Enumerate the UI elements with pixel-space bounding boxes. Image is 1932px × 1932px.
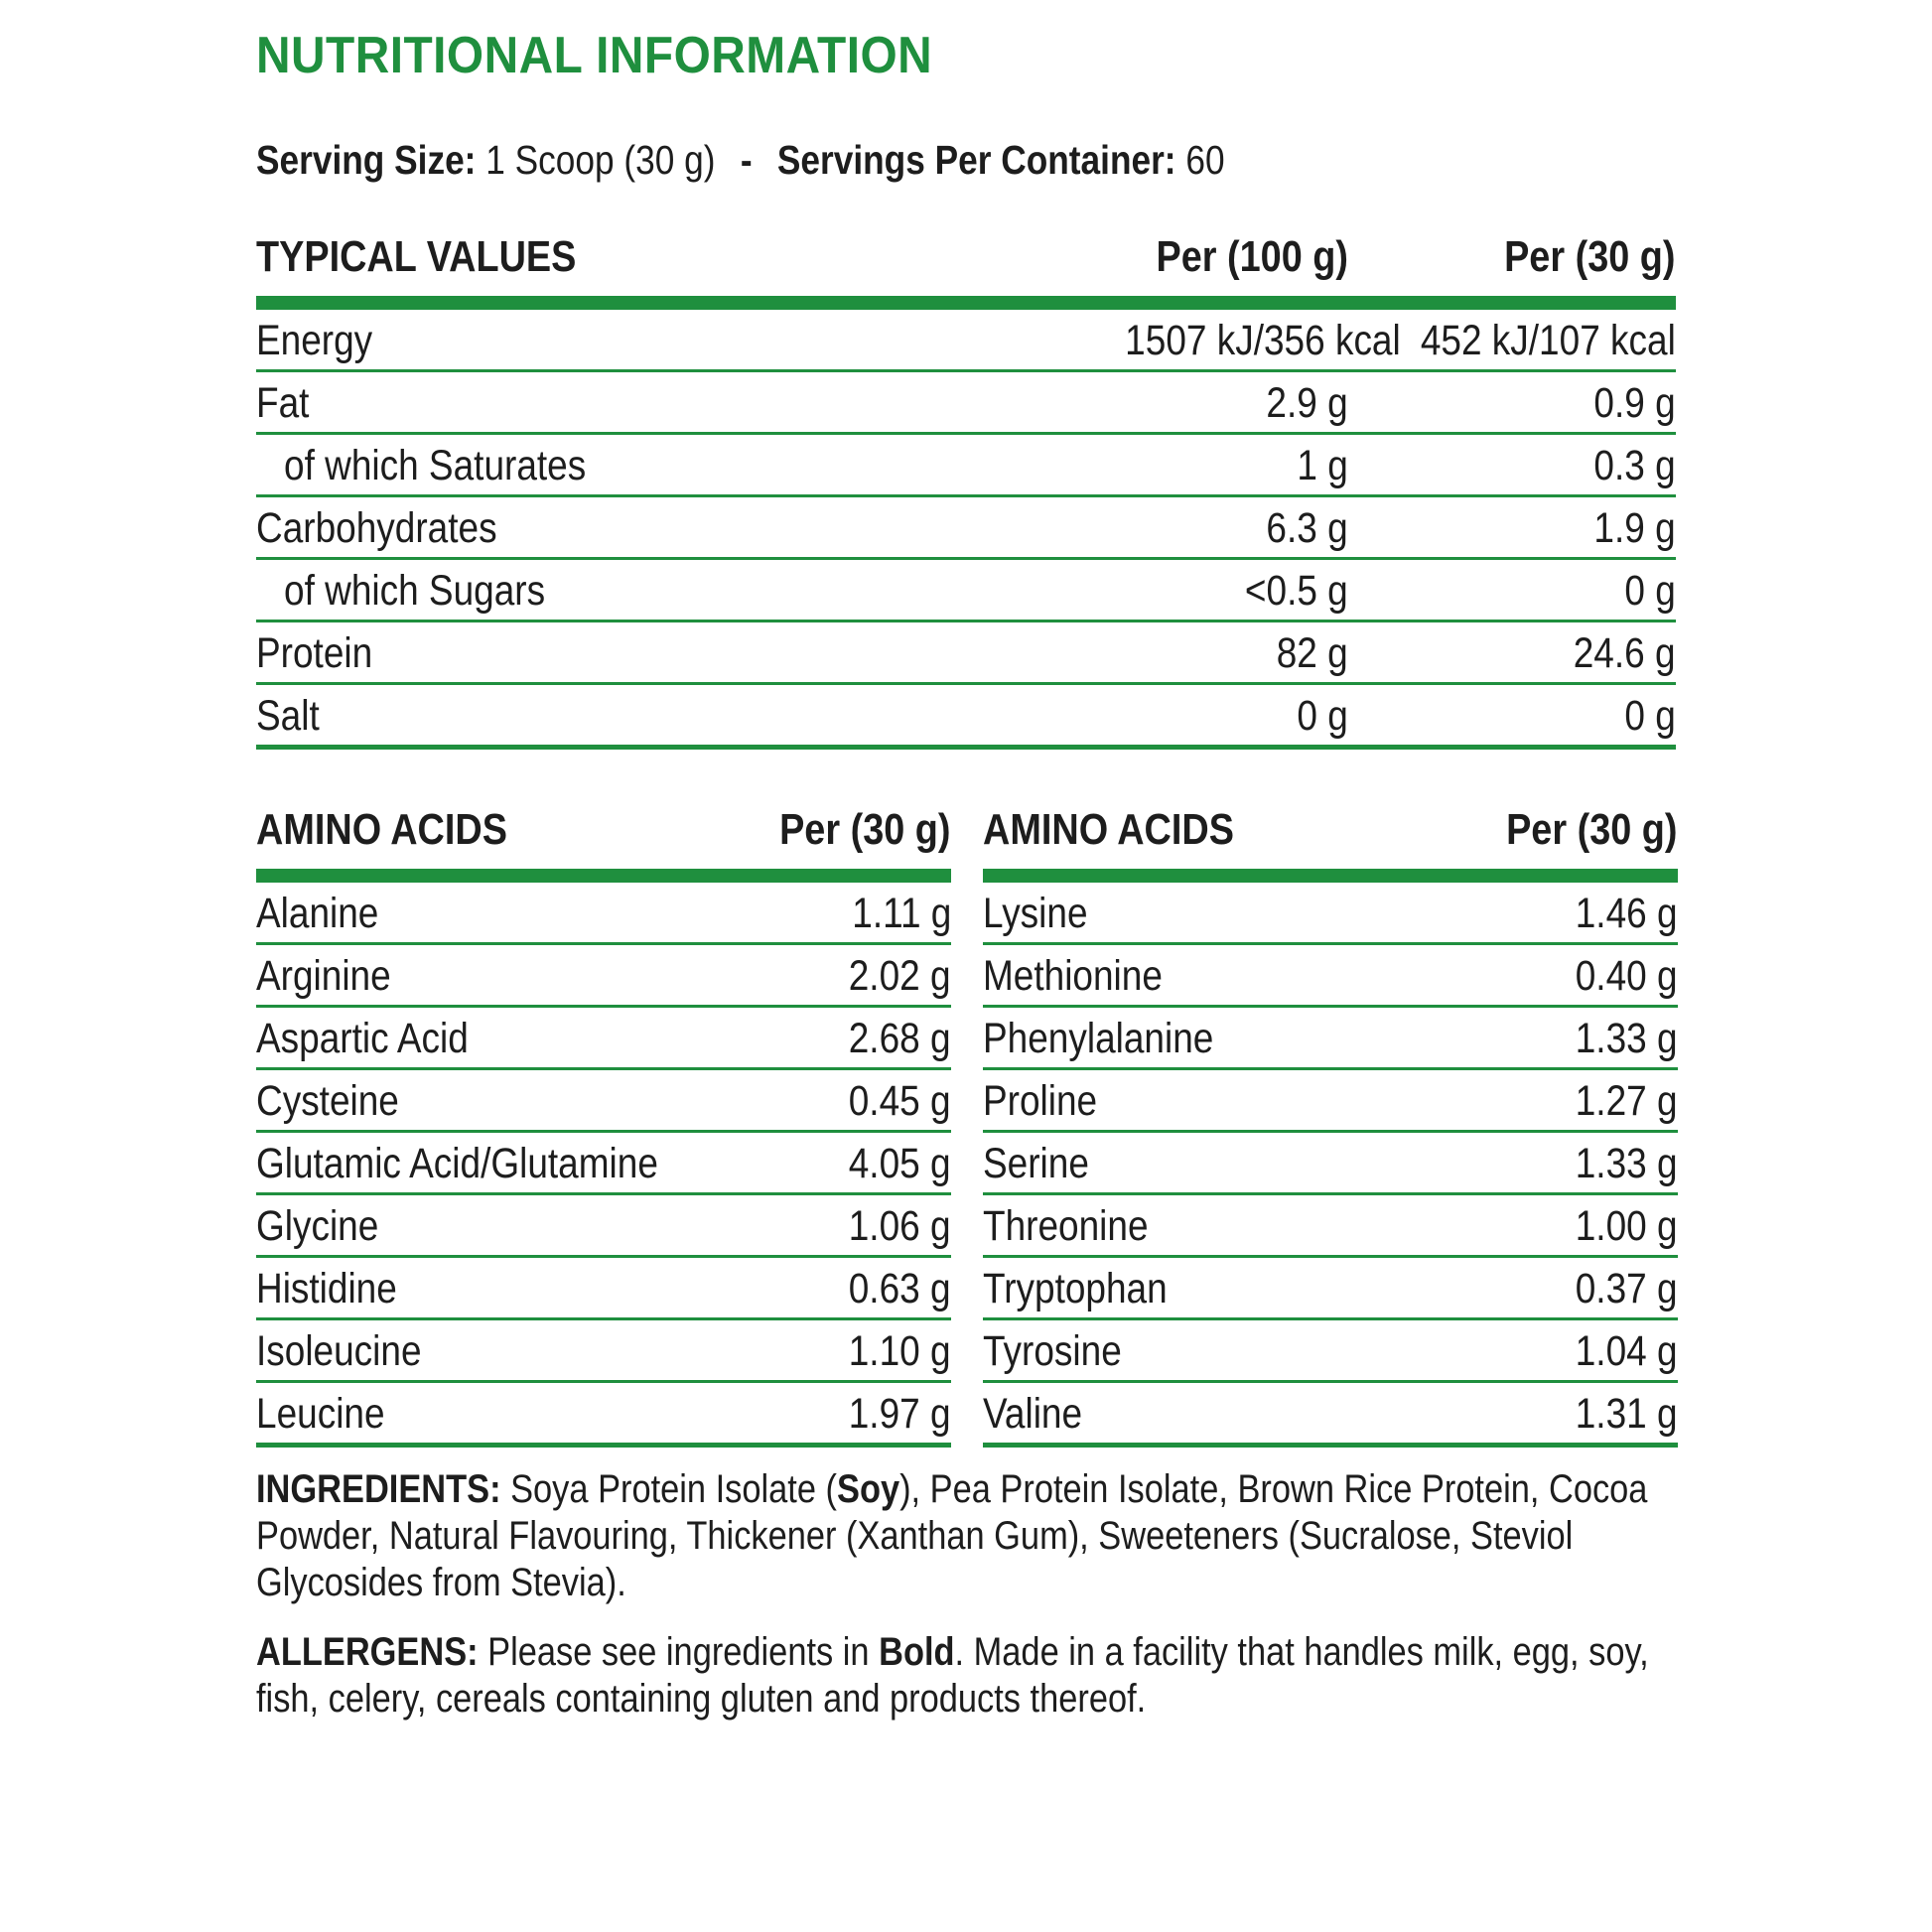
amino-acid-name: Proline (983, 1069, 1459, 1132)
table-row (256, 371, 1676, 434)
amino-acid-name: Methionine (983, 944, 1459, 1007)
table-row (256, 1069, 951, 1132)
typical-values-table (256, 222, 1676, 750)
table-row (983, 1382, 1678, 1446)
header-amino-acids: AMINO ACIDS (983, 795, 1459, 876)
allergens-text (256, 1629, 1676, 1728)
table-row (256, 303, 1676, 371)
amino-acid-name: Cysteine (256, 1069, 733, 1132)
amino-acid-value: 2.68 g (733, 1007, 951, 1069)
table-row (256, 1132, 951, 1194)
allergens-bold-word: Bold (879, 1630, 955, 1674)
ingredients-text-before: Soya Protein Isolate ( (500, 1467, 838, 1511)
amino-acid-value: 1.10 g (733, 1319, 951, 1382)
table-row (256, 944, 951, 1007)
table-row (983, 1007, 1678, 1069)
header-per-30g: Per (30 g) (1348, 222, 1676, 303)
nutrient-per-30g: 1.9 g (1348, 496, 1676, 559)
serving-size-label: Serving Size: (256, 137, 477, 183)
amino-acid-value: 4.05 g (733, 1132, 951, 1194)
amino-acid-name: Glutamic Acid/Glutamine (256, 1132, 733, 1194)
amino-acid-value: 1.00 g (1459, 1194, 1678, 1257)
nutrient-per-30g: 452 kJ/107 kcal (1348, 303, 1676, 371)
nutrient-per-100g: 82 g (1080, 621, 1348, 684)
allergens-text-before: Please see ingredients in (478, 1630, 880, 1674)
amino-acid-value: 0.45 g (733, 1069, 951, 1132)
header-per-30g: Per (30 g) (1459, 795, 1678, 876)
header-per-100g: Per (100 g) (1080, 222, 1348, 303)
amino-acid-name: Threonine (983, 1194, 1459, 1257)
ingredients-label: INGREDIENTS: (256, 1467, 501, 1511)
page-title: NUTRITIONAL INFORMATION (256, 27, 933, 84)
table-row (256, 1319, 951, 1382)
allergens-label: ALLERGENS: (256, 1630, 479, 1674)
amino-acid-value: 0.37 g (1459, 1257, 1678, 1319)
allergens-text-after: . Made in a facility that handles milk, egg, soy, fish, celery, cereals containing gluten and products thereof. (256, 1630, 1649, 1721)
nutrient-per-30g: 0.3 g (1348, 434, 1676, 496)
amino-acid-value: 1.11 g (733, 876, 951, 944)
serving-separator: - (740, 137, 753, 183)
table-row (983, 876, 1678, 944)
amino-acid-name: Tyrosine (983, 1319, 1459, 1382)
nutrient-per-30g: 24.6 g (1348, 621, 1676, 684)
amino-acids-table-right (983, 795, 1678, 1448)
table-row (256, 684, 1676, 748)
amino-acid-value: 1.33 g (1459, 1007, 1678, 1069)
table-row (256, 496, 1676, 559)
nutrient-name: Salt (256, 684, 1080, 748)
amino-acids-table-left (256, 795, 951, 1448)
table-header-row (256, 795, 951, 876)
table-row (983, 1069, 1678, 1132)
nutrient-per-100g: 6.3 g (1080, 496, 1348, 559)
amino-acid-value: 1.27 g (1459, 1069, 1678, 1132)
amino-acid-name: Alanine (256, 876, 733, 944)
nutrient-per-100g: 0 g (1080, 684, 1348, 748)
ingredients-text (256, 1466, 1676, 1615)
amino-acid-name: Arginine (256, 944, 733, 1007)
amino-acid-name: Tryptophan (983, 1257, 1459, 1319)
table-row (983, 1194, 1678, 1257)
servings-per-container-value: 60 (1185, 137, 1225, 183)
nutrient-name: of which Saturates (256, 434, 1080, 496)
nutrient-per-100g: <0.5 g (1080, 559, 1348, 621)
table-row (256, 876, 951, 944)
serving-size-value: 1 Scoop (30 g) (485, 137, 716, 183)
header-per-30g: Per (30 g) (733, 795, 951, 876)
nutrient-per-30g: 0 g (1348, 559, 1676, 621)
amino-acid-value: 1.04 g (1459, 1319, 1678, 1382)
nutrient-name: Energy (256, 303, 1080, 371)
amino-acid-value: 1.46 g (1459, 876, 1678, 944)
nutrient-per-100g: 1 g (1080, 434, 1348, 496)
header-typical-values: TYPICAL VALUES (256, 222, 1080, 303)
table-row (256, 621, 1676, 684)
table-row (256, 559, 1676, 621)
amino-acid-name: Isoleucine (256, 1319, 733, 1382)
table-row (983, 944, 1678, 1007)
amino-acid-name: Leucine (256, 1382, 733, 1446)
ingredients-bold-allergen: Soy (837, 1467, 900, 1511)
header-amino-acids: AMINO ACIDS (256, 795, 733, 876)
nutrient-name: of which Sugars (256, 559, 1080, 621)
servings-per-container-label: Servings Per Container: (776, 137, 1176, 183)
nutrient-name: Fat (256, 371, 1080, 434)
table-header-row (256, 222, 1676, 303)
amino-acid-value: 0.40 g (1459, 944, 1678, 1007)
table-row (256, 1194, 951, 1257)
nutrient-per-30g: 0 g (1348, 684, 1676, 748)
amino-acid-value: 1.06 g (733, 1194, 951, 1257)
table-header-row (983, 795, 1678, 876)
amino-acid-value: 1.31 g (1459, 1382, 1678, 1446)
nutrition-panel (256, 22, 1676, 1728)
amino-acid-name: Valine (983, 1382, 1459, 1446)
table-row (256, 1257, 951, 1319)
nutrient-per-30g: 0.9 g (1348, 371, 1676, 434)
amino-acids-section (256, 795, 1678, 1438)
nutrient-per-100g: 1507 kJ/356 kcal (1080, 303, 1348, 371)
amino-acid-name: Lysine (983, 876, 1459, 944)
nutrient-per-100g: 2.9 g (1080, 371, 1348, 434)
amino-acid-value: 0.63 g (733, 1257, 951, 1319)
table-row (983, 1257, 1678, 1319)
serving-info (256, 135, 1477, 185)
table-row (983, 1132, 1678, 1194)
ingredients-text-after: ), Pea Protein Isolate, Brown Rice Protein, Cocoa Powder, Natural Flavouring, Thickener (Xanthan Gum), Sweeteners (Sucralose, Steviol Glycosides from Stevia). (256, 1467, 1648, 1604)
amino-acid-name: Glycine (256, 1194, 733, 1257)
amino-acid-value: 1.33 g (1459, 1132, 1678, 1194)
table-row (256, 434, 1676, 496)
amino-acid-name: Serine (983, 1132, 1459, 1194)
amino-acid-name: Aspartic Acid (256, 1007, 733, 1069)
amino-acid-value: 2.02 g (733, 944, 951, 1007)
table-row (256, 1382, 951, 1446)
table-row (256, 1007, 951, 1069)
table-row (983, 1319, 1678, 1382)
nutrient-name: Carbohydrates (256, 496, 1080, 559)
amino-acid-name: Histidine (256, 1257, 733, 1319)
amino-acid-value: 1.97 g (733, 1382, 951, 1446)
nutrient-name: Protein (256, 621, 1080, 684)
amino-acid-name: Phenylalanine (983, 1007, 1459, 1069)
